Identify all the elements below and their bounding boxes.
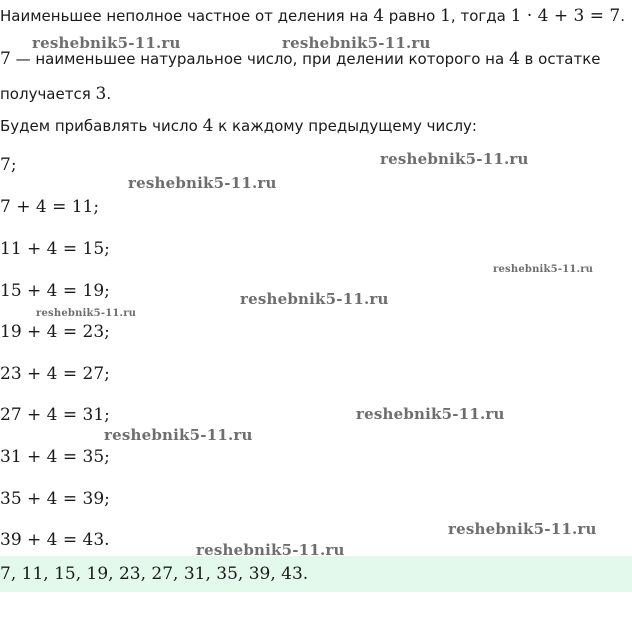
sequence-line: 7;	[0, 155, 17, 175]
watermark: reshebnik5-11.ru	[128, 174, 277, 192]
watermark: reshebnik5-11.ru	[32, 34, 181, 52]
sequence-line: 39 + 4 = 43.	[0, 530, 110, 550]
sequence-line: 15 + 4 = 19;	[0, 281, 110, 301]
watermark: reshebnik5-11.ru	[380, 150, 529, 168]
sequence-line: 23 + 4 = 27;	[0, 364, 110, 384]
sequence-line: 35 + 4 = 39;	[0, 489, 110, 509]
sequence-line: 11 + 4 = 15;	[0, 239, 110, 259]
answer-text: 7, 11, 15, 19, 23, 27, 31, 35, 39, 43.	[0, 564, 309, 584]
intro-line-2: 7 — наименьшее натуральное число, при делении которого на 4 в остатке	[0, 49, 601, 69]
watermark: reshebnik5-11.ru	[282, 34, 431, 52]
watermark: reshebnik5-11.ru	[196, 541, 345, 559]
sequence-line: 31 + 4 = 35;	[0, 447, 110, 467]
watermark: reshebnik5-11.ru	[240, 290, 389, 308]
sequence-line: 7 + 4 = 11;	[0, 197, 100, 217]
intro-line-1: Наименьшее неполное частное от деления на 4 равно 1, тогда 1 · 4 + 3 = 7.	[0, 6, 625, 26]
intro-line-4: Будем прибавлять число 4 к каждому предыдущему числу:	[0, 116, 477, 136]
watermark: reshebnik5-11.ru	[356, 405, 505, 423]
sequence-line: 19 + 4 = 23;	[0, 322, 110, 342]
watermark: reshebnik5-11.ru	[104, 426, 253, 444]
watermark: reshebnik5-11.ru	[493, 264, 594, 275]
sequence-line: 27 + 4 = 31;	[0, 405, 110, 425]
watermark: reshebnik5-11.ru	[36, 308, 137, 319]
watermark: reshebnik5-11.ru	[448, 520, 597, 538]
intro-line-3: получается 3.	[0, 84, 112, 104]
